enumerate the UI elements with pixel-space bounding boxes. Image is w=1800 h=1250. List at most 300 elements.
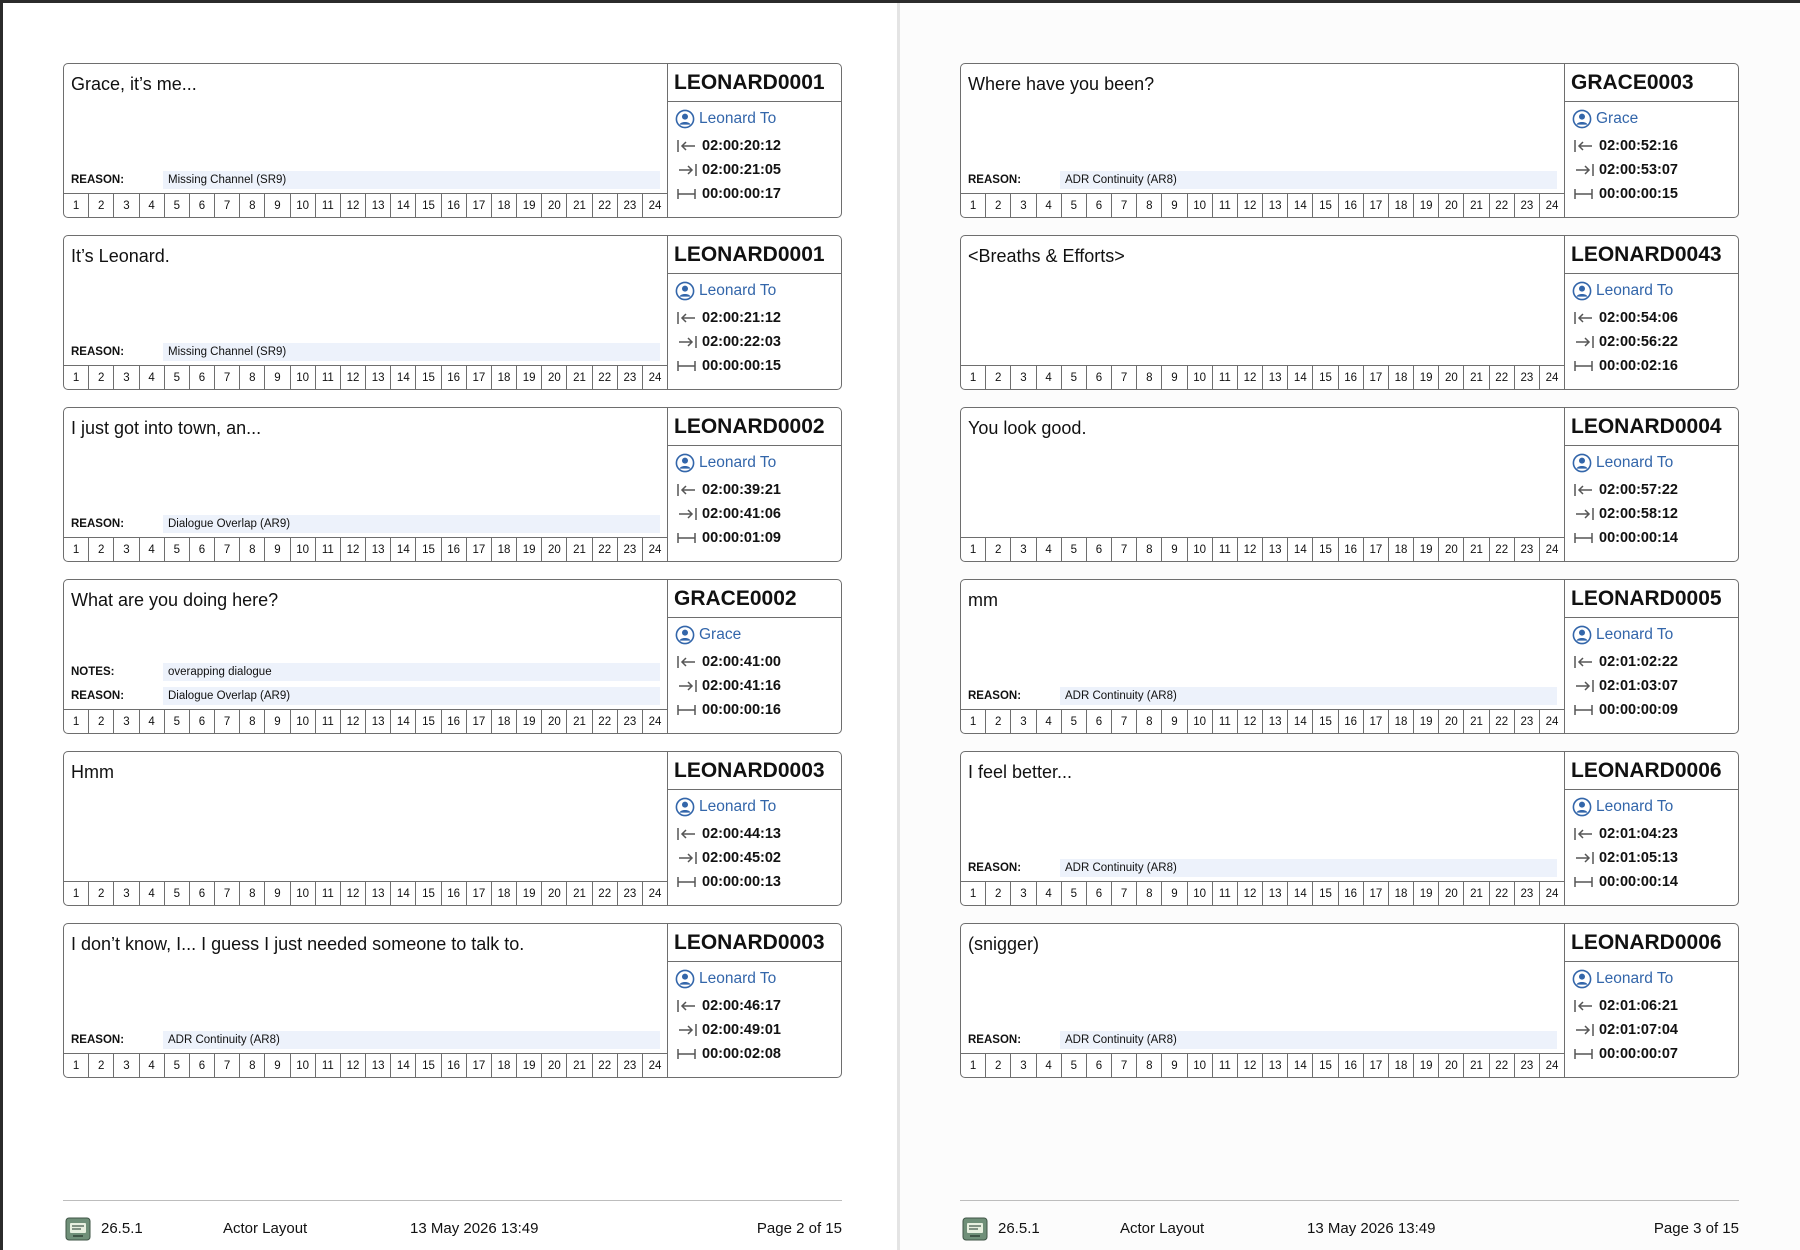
arrow-in-left-icon — [1573, 482, 1599, 498]
frame-cell: 20 — [542, 1054, 567, 1077]
frame-cell: 8 — [1137, 366, 1162, 389]
frame-cell: 20 — [542, 366, 567, 389]
frame-cell: 6 — [1087, 882, 1112, 905]
frame-cell: 3 — [114, 194, 139, 217]
cue-id: LEONARD0002 — [668, 408, 841, 446]
character-name[interactable] — [668, 104, 841, 134]
frame-cell: 2 — [986, 538, 1011, 561]
frame-cell: 23 — [618, 538, 643, 561]
dialogue-line: Where have you been? — [968, 74, 1155, 94]
frame-cell: 13 — [366, 882, 391, 905]
frame-cell: 8 — [240, 538, 265, 561]
frame-cell: 13 — [366, 1054, 391, 1077]
duration-row — [1565, 698, 1738, 722]
timecode-out-row — [668, 158, 841, 182]
cue-id: LEONARD0006 — [1565, 924, 1738, 962]
frame-cell: 16 — [1339, 1054, 1364, 1077]
frame-cell: 3 — [114, 538, 139, 561]
cue-card — [960, 63, 1739, 218]
arrow-out-right-icon — [676, 162, 702, 178]
frame-cell: 15 — [1313, 366, 1338, 389]
character-name[interactable] — [668, 964, 841, 994]
frame-cell: 2 — [986, 710, 1011, 733]
character-name[interactable] — [668, 448, 841, 478]
frame-cell: 17 — [467, 1054, 492, 1077]
frame-cell: 6 — [190, 1054, 215, 1077]
frame-cell: 18 — [1389, 710, 1414, 733]
frame-cell: 11 — [1213, 538, 1238, 561]
character-name[interactable] — [668, 276, 841, 306]
frame-cell: 10 — [291, 710, 316, 733]
timecode-out-row — [668, 502, 841, 526]
duration-row — [668, 526, 841, 550]
cue-fields — [968, 166, 1557, 190]
dialogue-line: It’s Leonard. — [71, 246, 170, 266]
frame-cell: 20 — [542, 538, 567, 561]
frame-cell: 8 — [240, 710, 265, 733]
frame-cell: 6 — [1087, 194, 1112, 217]
duration-icon — [1573, 358, 1599, 374]
frame-cell: 8 — [1137, 194, 1162, 217]
timecode-out-row — [668, 330, 841, 354]
frame-cell: 1 — [961, 194, 986, 217]
character-name[interactable] — [668, 792, 841, 822]
frame-cell: 8 — [1137, 538, 1162, 561]
cue-card — [960, 407, 1739, 562]
frame-cell: 16 — [1339, 366, 1364, 389]
notes-row — [71, 661, 660, 682]
frame-cell: 1 — [64, 366, 89, 389]
frame-cell: 18 — [492, 882, 517, 905]
timecode-out: 02:00:22:03 — [702, 334, 781, 350]
frame-cell: 10 — [1188, 366, 1213, 389]
reason-row — [968, 685, 1557, 706]
frame-cell: 16 — [442, 882, 467, 905]
frame-cell: 4 — [140, 194, 165, 217]
frame-cell: 3 — [114, 1054, 139, 1077]
frame-cell: 13 — [1263, 710, 1288, 733]
reason-label: REASON: — [71, 1033, 125, 1046]
user-circle-icon — [675, 797, 699, 817]
duration-icon — [676, 186, 702, 202]
user-circle-icon — [1572, 797, 1596, 817]
frame-cell: 12 — [1238, 538, 1263, 561]
frame-cell: 2 — [89, 1054, 114, 1077]
frame-cell: 11 — [316, 710, 341, 733]
frame-cell: 6 — [190, 366, 215, 389]
timecode-in: 02:00:39:21 — [702, 482, 781, 498]
reason-value: ADR Continuity (AR8) — [1060, 171, 1557, 189]
frame-cell: 10 — [291, 882, 316, 905]
frame-cell: 23 — [618, 194, 643, 217]
frame-ruler — [64, 709, 667, 733]
frame-cell: 7 — [1112, 882, 1137, 905]
frame-cell: 22 — [593, 1054, 618, 1077]
frame-cell: 20 — [1439, 882, 1464, 905]
cue-info-panel — [1564, 64, 1738, 217]
frame-cell: 11 — [316, 1054, 341, 1077]
duration-icon — [1573, 186, 1599, 202]
frame-cell: 7 — [215, 710, 240, 733]
character-name[interactable] — [1565, 104, 1738, 134]
frame-cell: 3 — [1011, 882, 1036, 905]
arrow-in-left-icon — [1573, 998, 1599, 1014]
duration-icon — [1573, 874, 1599, 890]
frame-cell: 10 — [1188, 1054, 1213, 1077]
reason-value: ADR Continuity (AR8) — [1060, 859, 1557, 877]
timecode-in: 02:01:04:23 — [1599, 826, 1678, 842]
arrow-out-right-icon — [1573, 334, 1599, 350]
arrow-out-right-icon — [1573, 678, 1599, 694]
frame-cell: 17 — [467, 710, 492, 733]
character-label: Leonard To — [1596, 626, 1674, 643]
frame-cell: 14 — [1288, 194, 1313, 217]
cue-card — [63, 923, 842, 1078]
footer-rule — [63, 1200, 842, 1201]
frame-cell: 17 — [1364, 1054, 1389, 1077]
frame-cell: 19 — [1414, 366, 1439, 389]
cue-id: LEONARD0006 — [1565, 752, 1738, 790]
frame-cell: 15 — [416, 194, 441, 217]
frame-cell: 18 — [1389, 366, 1414, 389]
frame-cell: 15 — [1313, 1054, 1338, 1077]
timecode-in: 02:00:21:12 — [702, 310, 781, 326]
duration-row — [1565, 354, 1738, 378]
frame-cell: 2 — [986, 366, 1011, 389]
arrow-out-right-icon — [676, 1022, 702, 1038]
timecode-in-row — [1565, 478, 1738, 502]
timecode-in-row — [668, 822, 841, 846]
character-name[interactable] — [1565, 620, 1738, 650]
character-label: Leonard To — [1596, 454, 1674, 471]
frame-cell: 9 — [1162, 194, 1187, 217]
duration-row — [668, 870, 841, 894]
frame-cell: 22 — [593, 882, 618, 905]
cue-info-panel — [667, 752, 841, 905]
character-name[interactable] — [1565, 792, 1738, 822]
frame-cell: 21 — [567, 882, 592, 905]
frame-cell: 23 — [1515, 1054, 1540, 1077]
dialogue-line: You look good. — [968, 418, 1087, 438]
frame-cell: 7 — [1112, 538, 1137, 561]
frame-cell: 16 — [442, 538, 467, 561]
frame-cell: 2 — [986, 1054, 1011, 1077]
duration-row — [1565, 870, 1738, 894]
frame-cell: 1 — [961, 1054, 986, 1077]
cue-card — [63, 579, 842, 734]
frame-cell: 17 — [467, 194, 492, 217]
frame-ruler — [64, 537, 667, 561]
frame-cell: 16 — [1339, 882, 1364, 905]
cue-main — [961, 924, 1564, 1054]
cue-info-panel — [1564, 580, 1738, 733]
cue-card — [63, 751, 842, 906]
dialogue-line: Grace, it’s me... — [71, 74, 197, 94]
timecode-in: 02:00:41:00 — [702, 654, 781, 670]
frame-cell: 24 — [1545, 1059, 1559, 1072]
frame-cell: 3 — [1011, 1054, 1036, 1077]
character-name[interactable] — [1565, 276, 1738, 306]
user-circle-icon — [675, 969, 699, 989]
frame-cell: 15 — [416, 882, 441, 905]
frame-cell: 4 — [140, 366, 165, 389]
frame-cell: 22 — [1490, 710, 1515, 733]
character-name[interactable] — [1565, 448, 1738, 478]
dialogue-line: Hmm — [71, 762, 114, 782]
user-circle-icon — [1572, 109, 1596, 129]
frame-cell: 5 — [1062, 1054, 1087, 1077]
reason-label: REASON: — [71, 345, 125, 358]
frame-cell: 9 — [1162, 366, 1187, 389]
frame-cell: 18 — [1389, 1054, 1414, 1077]
duration-icon — [676, 874, 702, 890]
cue-fields — [71, 338, 660, 362]
character-name[interactable] — [1565, 964, 1738, 994]
page-3 — [900, 3, 1800, 1250]
timecode-out: 02:00:49:01 — [702, 1022, 781, 1038]
frame-cell: 15 — [1313, 194, 1338, 217]
frame-cell: 14 — [1288, 1054, 1313, 1077]
character-label: Leonard To — [699, 798, 777, 815]
frame-cell: 17 — [1364, 366, 1389, 389]
cue-card — [960, 751, 1739, 906]
duration-row — [1565, 526, 1738, 550]
frame-cell: 20 — [542, 194, 567, 217]
frame-cell: 14 — [391, 538, 416, 561]
frame-cell: 11 — [1213, 366, 1238, 389]
reason-row — [968, 1029, 1557, 1050]
frame-ruler — [961, 365, 1564, 389]
frame-cell: 15 — [416, 366, 441, 389]
arrow-in-left-icon — [676, 310, 702, 326]
cue-info-panel — [1564, 924, 1738, 1077]
frame-cell: 3 — [1011, 710, 1036, 733]
cue-id: LEONARD0004 — [1565, 408, 1738, 446]
frame-cell: 5 — [165, 366, 190, 389]
frame-cell: 21 — [567, 710, 592, 733]
duration: 00:00:00:16 — [702, 702, 781, 718]
frame-cell: 6 — [1087, 1054, 1112, 1077]
cue-card — [960, 235, 1739, 390]
user-circle-icon — [675, 109, 699, 129]
frame-cell: 13 — [366, 366, 391, 389]
cue-info-panel — [667, 236, 841, 389]
duration: 00:00:00:07 — [1599, 1046, 1678, 1062]
frame-cell: 10 — [291, 366, 316, 389]
arrow-in-left-icon — [676, 826, 702, 842]
arrow-out-right-icon — [1573, 850, 1599, 866]
frame-cell: 10 — [1188, 882, 1213, 905]
frame-cell: 13 — [1263, 194, 1288, 217]
frame-cell: 22 — [1490, 538, 1515, 561]
reason-value: ADR Continuity (AR8) — [1060, 687, 1557, 705]
duration-icon — [676, 358, 702, 374]
user-circle-icon — [675, 453, 699, 473]
frame-cell: 11 — [1213, 882, 1238, 905]
frame-cell: 6 — [190, 710, 215, 733]
frame-cell: 20 — [1439, 710, 1464, 733]
duration-icon — [676, 702, 702, 718]
frame-cell: 3 — [1011, 538, 1036, 561]
duration-row — [668, 182, 841, 206]
frame-cell: 20 — [1439, 1054, 1464, 1077]
frame-cell: 14 — [391, 710, 416, 733]
app-logo-icon — [962, 1217, 988, 1246]
frame-cell: 15 — [1313, 882, 1338, 905]
duration-icon — [1573, 1046, 1599, 1062]
frame-cell: 6 — [1087, 366, 1112, 389]
page-footer — [63, 1200, 842, 1250]
frame-cell: 9 — [265, 882, 290, 905]
frame-cell: 5 — [1062, 710, 1087, 733]
frame-ruler — [64, 193, 667, 217]
frame-cell: 16 — [442, 710, 467, 733]
frame-cell: 9 — [1162, 882, 1187, 905]
frame-cell: 1 — [64, 538, 89, 561]
frame-cell: 21 — [567, 538, 592, 561]
timecode-out: 02:00:58:12 — [1599, 506, 1678, 522]
frame-ruler — [961, 881, 1564, 905]
timecode-in-row — [668, 650, 841, 674]
frame-cell: 18 — [492, 1054, 517, 1077]
frame-cell: 11 — [316, 194, 341, 217]
duration: 00:00:00:17 — [702, 186, 781, 202]
timecode-in-row — [1565, 994, 1738, 1018]
frame-cell: 5 — [165, 710, 190, 733]
user-circle-icon — [1572, 969, 1596, 989]
frame-cell: 22 — [593, 710, 618, 733]
duration-row — [668, 1042, 841, 1066]
frame-cell: 4 — [1037, 882, 1062, 905]
frame-cell: 22 — [1490, 1054, 1515, 1077]
cue-info-panel — [1564, 236, 1738, 389]
frame-cell: 13 — [1263, 882, 1288, 905]
timecode-out-row — [1565, 846, 1738, 870]
frame-ruler — [961, 709, 1564, 733]
frame-cell: 23 — [1515, 882, 1540, 905]
reason-row — [71, 1029, 660, 1050]
frame-cell: 24 — [1545, 199, 1559, 212]
reason-row — [71, 685, 660, 706]
frame-cell: 21 — [1464, 538, 1489, 561]
app-version: 26.5.1 — [101, 1220, 143, 1237]
timecode-out: 02:01:03:07 — [1599, 678, 1678, 694]
frame-cell: 11 — [316, 882, 341, 905]
duration-icon — [1573, 702, 1599, 718]
frame-cell: 7 — [1112, 366, 1137, 389]
frame-cell: 18 — [492, 710, 517, 733]
reason-value: Dialogue Overlap (AR9) — [163, 687, 660, 705]
frame-cell: 17 — [1364, 538, 1389, 561]
print-date: 13 May 2026 13:49 — [410, 1220, 539, 1237]
frame-cell: 2 — [89, 538, 114, 561]
frame-cell: 1 — [64, 1054, 89, 1077]
cue-card — [63, 407, 842, 562]
duration-icon — [676, 530, 702, 546]
frame-cell: 10 — [1188, 538, 1213, 561]
cue-info-panel — [667, 924, 841, 1077]
frame-cell: 6 — [190, 882, 215, 905]
frame-cell: 22 — [1490, 194, 1515, 217]
character-name[interactable] — [668, 620, 841, 650]
frame-cell: 8 — [240, 366, 265, 389]
cue-main — [64, 752, 667, 882]
frame-cell: 17 — [467, 366, 492, 389]
cue-fields — [968, 1026, 1557, 1050]
frame-cell: 4 — [1037, 538, 1062, 561]
dialogue-line: <Breaths & Efforts> — [968, 246, 1125, 266]
timecode-out: 02:00:41:16 — [702, 678, 781, 694]
arrow-in-left-icon — [676, 998, 702, 1014]
duration-row — [668, 354, 841, 378]
frame-cell: 22 — [593, 366, 618, 389]
frame-cell: 12 — [1238, 710, 1263, 733]
frame-cell: 15 — [416, 1054, 441, 1077]
frame-cell: 15 — [1313, 538, 1338, 561]
timecode-out: 02:01:07:04 — [1599, 1022, 1678, 1038]
frame-cell: 21 — [567, 366, 592, 389]
dialogue-line: I don’t know, I... I guess I just needed someone to talk to. — [71, 934, 525, 954]
timecode-out-row — [1565, 1018, 1738, 1042]
frame-cell: 2 — [986, 882, 1011, 905]
page-footer — [960, 1200, 1739, 1250]
cue-info-panel — [1564, 408, 1738, 561]
frame-cell: 8 — [240, 194, 265, 217]
timecode-out-row — [668, 674, 841, 698]
timecode-in: 02:00:52:16 — [1599, 138, 1678, 154]
arrow-in-left-icon — [1573, 310, 1599, 326]
duration: 00:00:00:13 — [702, 874, 781, 890]
frame-cell: 20 — [542, 710, 567, 733]
frame-cell: 14 — [1288, 882, 1313, 905]
cue-card — [63, 235, 842, 390]
arrow-out-right-icon — [676, 506, 702, 522]
frame-cell: 10 — [291, 194, 316, 217]
frame-cell: 14 — [391, 366, 416, 389]
frame-cell: 5 — [165, 882, 190, 905]
frame-cell: 1 — [961, 882, 986, 905]
frame-cell: 16 — [442, 194, 467, 217]
frame-ruler — [961, 537, 1564, 561]
arrow-in-left-icon — [1573, 826, 1599, 842]
timecode-in-row — [1565, 306, 1738, 330]
cue-fields — [968, 682, 1557, 706]
app-version: 26.5.1 — [998, 1220, 1040, 1237]
frame-cell: 24 — [1545, 715, 1559, 728]
frame-cell: 9 — [265, 538, 290, 561]
reason-row — [71, 169, 660, 190]
cue-card — [960, 579, 1739, 734]
timecode-in: 02:01:02:22 — [1599, 654, 1678, 670]
frame-cell: 19 — [1414, 538, 1439, 561]
frame-cell: 19 — [1414, 194, 1439, 217]
user-circle-icon — [675, 625, 699, 645]
timecode-in-row — [668, 478, 841, 502]
footer-rule — [960, 1200, 1739, 1201]
frame-cell: 23 — [1515, 538, 1540, 561]
frame-cell: 2 — [89, 882, 114, 905]
cue-fields — [71, 510, 660, 534]
character-label: Leonard To — [1596, 970, 1674, 987]
arrow-out-right-icon — [1573, 162, 1599, 178]
frame-cell: 7 — [215, 1054, 240, 1077]
frame-cell: 23 — [618, 366, 643, 389]
frame-cell: 11 — [1213, 710, 1238, 733]
duration: 00:00:00:14 — [1599, 530, 1678, 546]
frame-cell: 8 — [240, 882, 265, 905]
cue-id: LEONARD0003 — [668, 752, 841, 790]
timecode-out-row — [1565, 674, 1738, 698]
